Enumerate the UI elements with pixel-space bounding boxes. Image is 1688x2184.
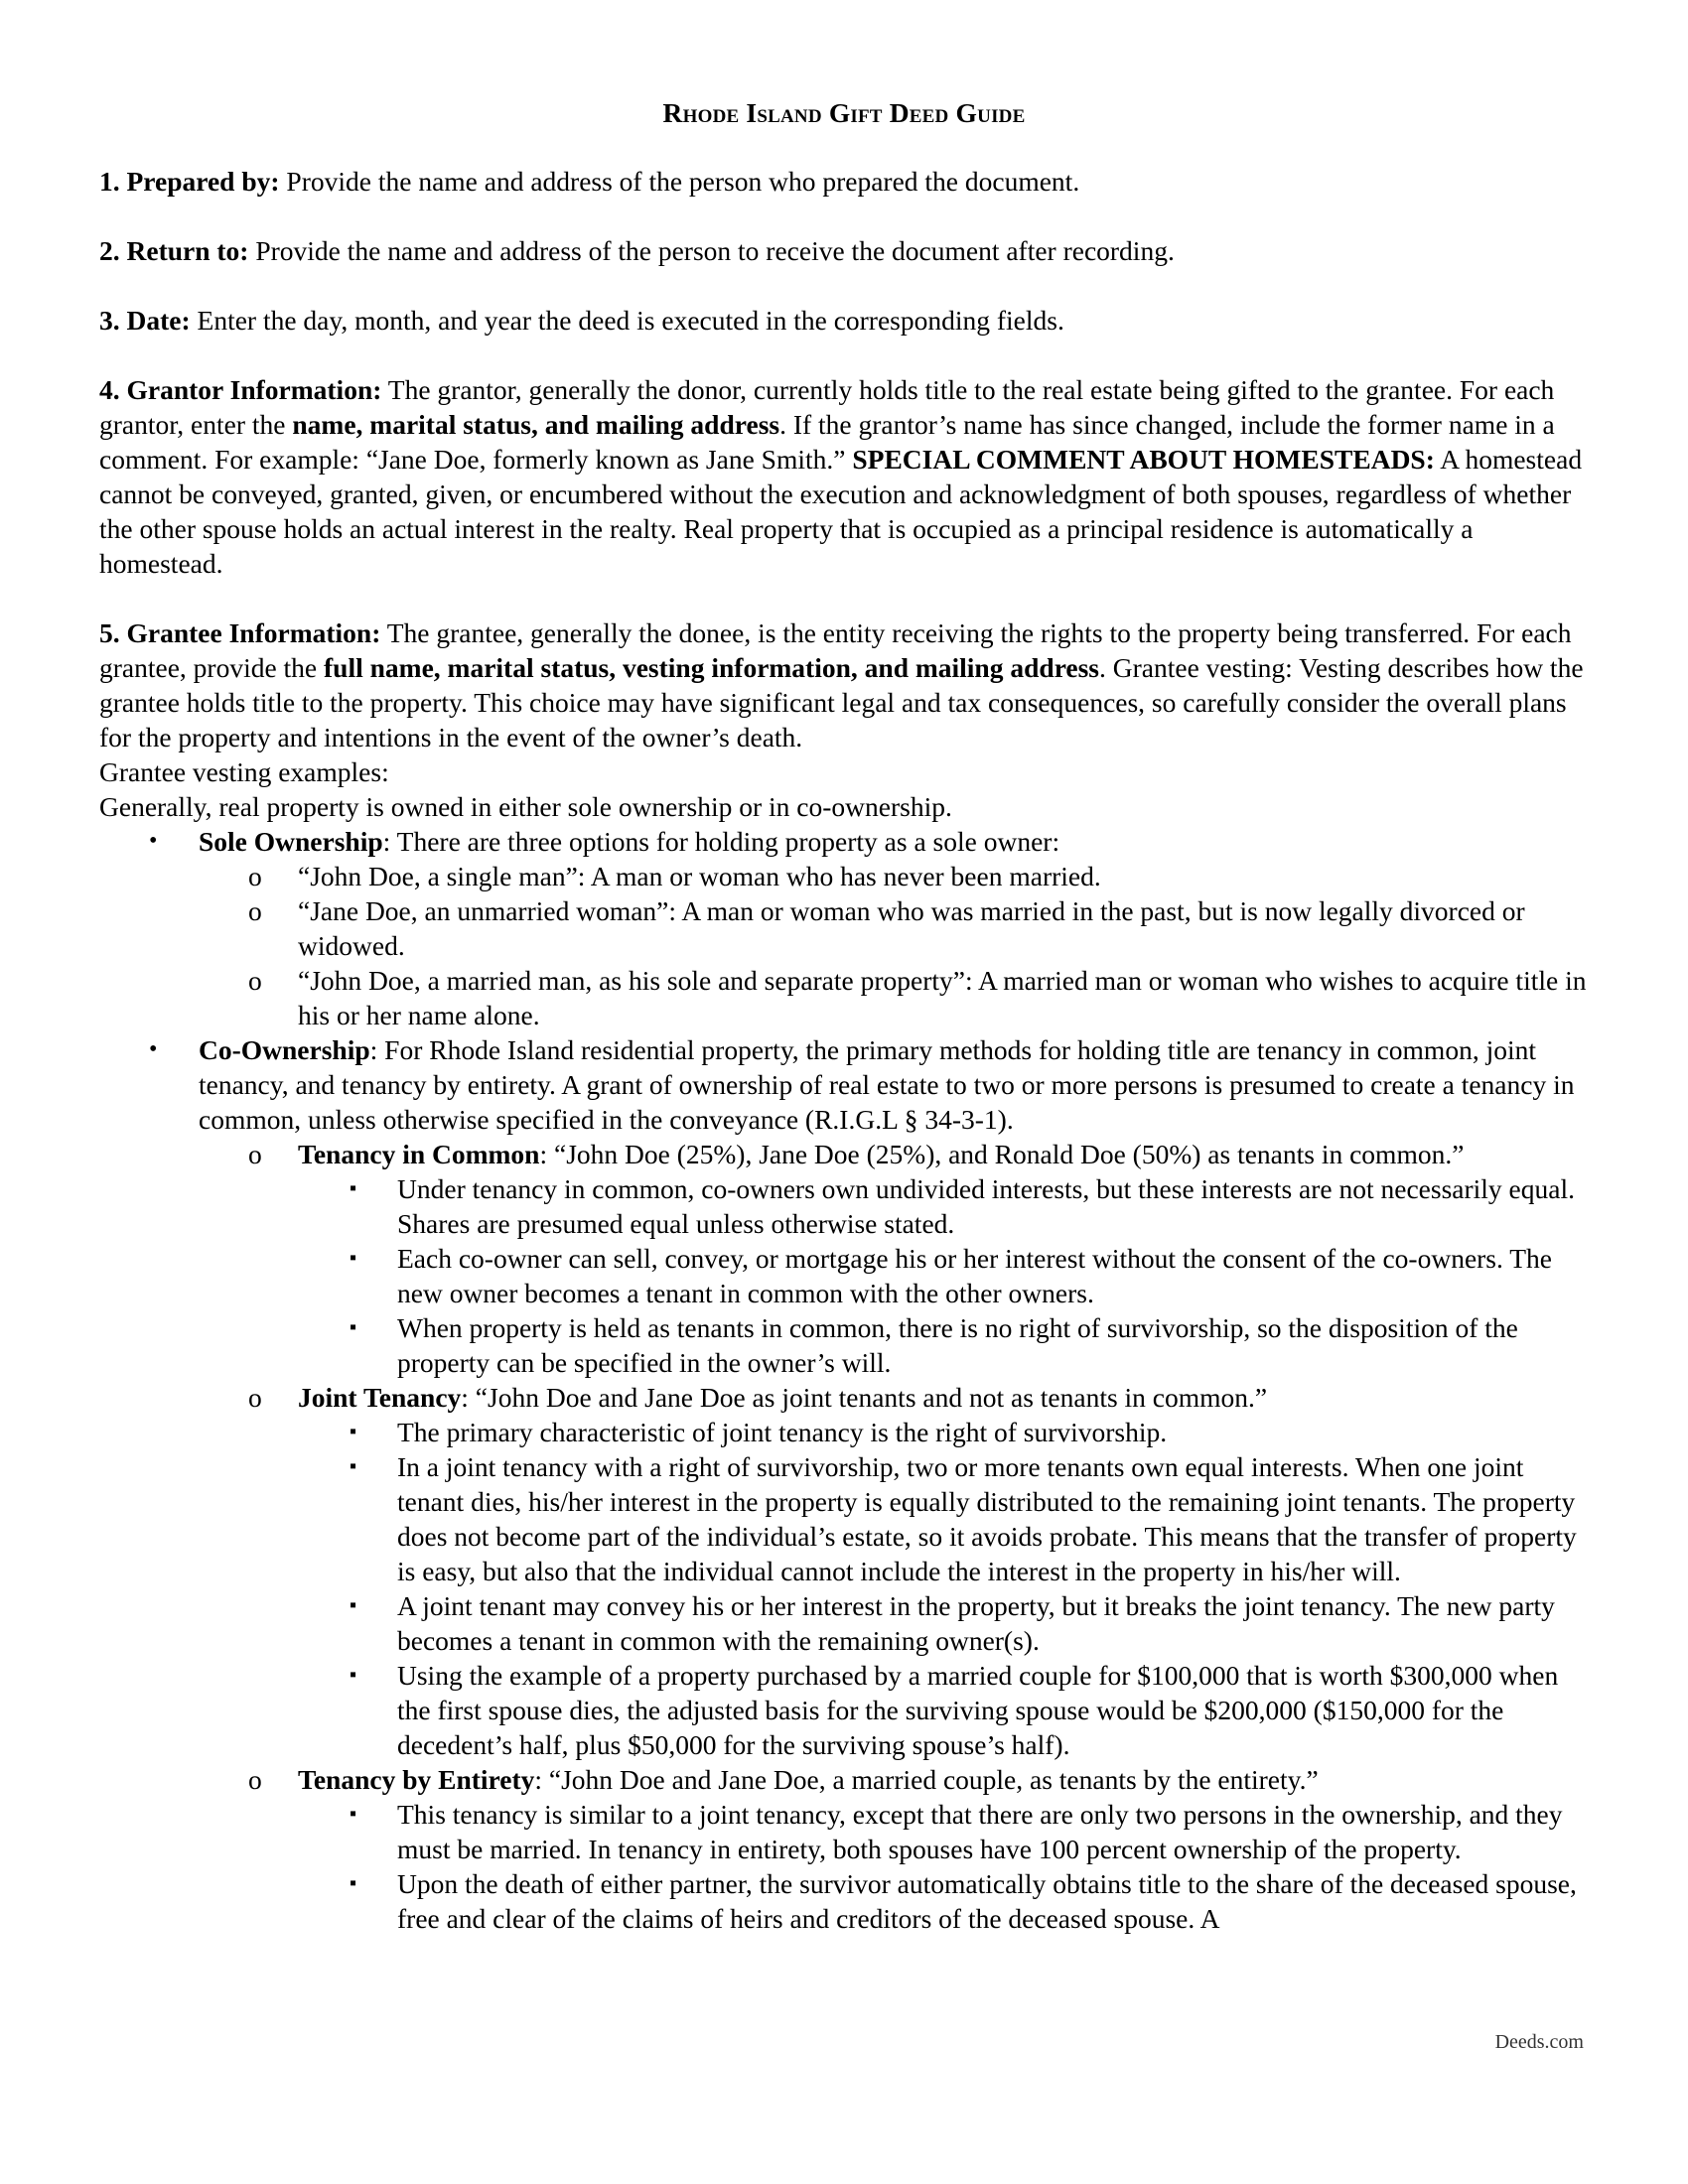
grantor-label: 4. Grantor Information:: [99, 374, 382, 405]
sole-option-text: “John Doe, a single man”: A man or woman who has never been married.: [298, 861, 1101, 891]
item-label: 2. Return to:: [99, 235, 249, 266]
circle-marker: o: [248, 1764, 262, 1795]
grantee-information-item: [99, 615, 1589, 754]
square-marker: ▪: [350, 1177, 357, 1199]
co-ownership-label: Co-Ownership: [199, 1034, 370, 1065]
grantor-bold-1: name, marital status, and mailing address: [292, 409, 780, 440]
jt-point: [99, 1415, 1589, 1449]
tenancy-in-common-item: [99, 1137, 1589, 1171]
bullet-marker: •: [149, 828, 158, 854]
sole-option-item: [99, 893, 1589, 963]
square-marker: ▪: [350, 1247, 357, 1269]
tbe-point-text: Upon the death of either partner, the survivor automatically obtains title to the share of the deceased spouse, free and clear of the claims of heirs and creditors of the deceased spouse. A: [397, 1868, 1577, 1934]
circle-marker: o: [248, 1382, 262, 1413]
jt-point-text: In a joint tenancy with a right of survivorship, two or more tenants own equal interests. When one joint tenant dies, his/her interest in the property is equally distributed to the remaining joint tenants. The property does not become part of the individual’s estate, so it avoids probate. This means that the transfer of property is easy, but also that the individual cannot include the interest in the property in his/her will.: [397, 1451, 1577, 1586]
tic-point: [99, 1171, 1589, 1241]
sole-ownership-label: Sole Ownership: [199, 826, 383, 857]
return-to-item: [99, 233, 1589, 268]
jt-point-text: The primary characteristic of joint tenancy is the right of survivorship.: [397, 1417, 1168, 1447]
square-marker: ▪: [350, 1664, 357, 1686]
grantor-text-2: . If the grantor’s name has since changed, include the former name in a comment. For example: “Jane Doe, formerly known as Jane Smith.”: [99, 409, 1555, 475]
tenancy-by-entirety-label: Tenancy by Entirety: [298, 1764, 535, 1795]
square-marker: ▪: [350, 1803, 357, 1825]
square-marker: ▪: [350, 1872, 357, 1894]
square-marker: ▪: [350, 1455, 357, 1477]
jt-point-text: A joint tenant may convey his or her interest in the property, but it breaks the joint tenancy. The new party becomes a tenant in common with the remaining owner(s).: [397, 1590, 1555, 1656]
tbe-point: [99, 1866, 1589, 1936]
tic-point: [99, 1310, 1589, 1380]
jt-point: [99, 1588, 1589, 1658]
grantee-text-2: . Grantee vesting: Vesting describes how the grantee holds title to the property. This choice may have significant legal and tax consequences, so carefully consider the overall plans for the property and intentions in the event of the owner’s death.: [99, 652, 1584, 752]
tic-point-text: When property is held as tenants in common, there is no right of survivorship, so the disposition of the property can be specified in the owner’s will.: [397, 1312, 1518, 1378]
tbe-point: [99, 1797, 1589, 1866]
sole-ownership-item: [99, 824, 1589, 859]
joint-tenancy-item: [99, 1380, 1589, 1415]
tenancy-in-common-text: : “John Doe (25%), Jane Doe (25%), and Ronald Doe (50%) as tenants in common.”: [539, 1139, 1465, 1169]
tenancy-by-entirety-text: : “John Doe and Jane Doe, a married couple, as tenants by the entirety.”: [534, 1764, 1319, 1795]
tic-point: [99, 1241, 1589, 1310]
jt-point-text: Using the example of a property purchased by a married couple for $100,000 that is worth $300,000 when the first spouse dies, the adjusted basis for the surviving spouse would be $200,000 ($150,000 for the decedent’s half, plus $50,000 for the surviving spouse’s half).: [397, 1660, 1559, 1760]
square-marker: ▪: [350, 1316, 357, 1338]
joint-tenancy-label: Joint Tenancy: [298, 1382, 462, 1413]
sole-option-text: “Jane Doe, an unmarried woman”: A man or woman who was married in the past, but is now legally divorced or widowed.: [298, 895, 1525, 961]
footer-brand: Deeds.com: [1494, 2031, 1584, 2053]
square-marker: ▪: [350, 1594, 357, 1616]
page-title: Rhode Island Gift Deed Guide: [662, 97, 1026, 128]
circle-marker: o: [248, 965, 262, 996]
sole-option-item: [99, 859, 1589, 893]
tenancy-by-entirety-item: [99, 1762, 1589, 1797]
square-marker: ▪: [350, 1421, 357, 1442]
tbe-point-text: This tenancy is similar to a joint tenancy, except that there are only two persons in the ownership, and they must be married. In tenancy in entirety, both spouses have 100 percent ownership of the property.: [397, 1799, 1563, 1864]
joint-tenancy-text: : “John Doe and Jane Doe as joint tenants and not as tenants in common.”: [461, 1382, 1268, 1413]
tic-point-text: Each co-owner can sell, convey, or mortgage his or her interest without the consent of the co-owners. The new owner becomes a tenant in common with the other owners.: [397, 1243, 1553, 1308]
grantee-text-1: The grantee, generally the donee, is the entity receiving the rights to the property being transferred. For each grantee, provide the: [99, 617, 1572, 683]
item-label: 3. Date:: [99, 305, 191, 336]
circle-marker: o: [248, 1139, 262, 1169]
prepared-by-item: [99, 164, 1589, 199]
tenancy-in-common-label: Tenancy in Common: [298, 1139, 540, 1169]
item-text: Enter the day, month, and year the deed is executed in the corresponding fields.: [190, 305, 1064, 336]
document-page: [99, 95, 1589, 1936]
grantee-bold-1: full name, marital status, vesting information, and mailing address: [324, 652, 1100, 683]
sole-option-text: “John Doe, a married man, as his sole and separate property”: A married man or woman who wishes to acquire title in his or her name alone.: [298, 965, 1587, 1030]
sole-ownership-text: : There are three options for holding property as a sole owner:: [382, 826, 1060, 857]
grantee-label: 5. Grantee Information:: [99, 617, 381, 648]
co-ownership-text: : For Rhode Island residential property, the primary methods for holding title are tenancy in common, joint tenancy, and tenancy by entirety. A grant of ownership of real estate to two or more persons is presumed to create a tenancy in common, unless otherwise specified in the conveyance (R.I.G.L § 34-3-1).: [199, 1034, 1575, 1135]
grantor-information-item: [99, 372, 1589, 581]
circle-marker: o: [248, 861, 262, 891]
tic-point-text: Under tenancy in common, co-owners own undivided interests, but these interests are not necessarily equal. Shares are presumed equal unless otherwise stated.: [397, 1173, 1575, 1239]
homestead-comment-label: SPECIAL COMMENT ABOUT HOMESTEADS:: [852, 444, 1435, 475]
sole-option-item: [99, 963, 1589, 1032]
item-text: Provide the name and address of the person who prepared the document.: [279, 166, 1080, 197]
grantor-text-1: The grantor, generally the donor, currently holds title to the real estate being gifted to the grantee. For each grantor, enter the: [99, 374, 1555, 440]
grantor-text-3: A homestead cannot be conveyed, granted, given, or encumbered without the execution and acknowledgment of both spouses, regardless of whether the other spouse holds an actual interest in the realty. Real property that is occupied as a principal residence is automatically a homestead.: [99, 444, 1583, 579]
ownership-intro-line: Generally, real property is owned in either sole ownership or in co-ownership.: [99, 791, 952, 822]
vesting-examples-line: Grantee vesting examples:: [99, 756, 389, 787]
jt-point: [99, 1658, 1589, 1762]
circle-marker: o: [248, 895, 262, 926]
item-label: 1. Prepared by:: [99, 166, 280, 197]
item-text: Provide the name and address of the person to receive the document after recording.: [248, 235, 1175, 266]
date-item: [99, 303, 1589, 338]
ownership-list: [99, 824, 1589, 1936]
co-ownership-item: [99, 1032, 1589, 1137]
jt-point: [99, 1449, 1589, 1588]
bullet-marker: •: [149, 1036, 158, 1062]
